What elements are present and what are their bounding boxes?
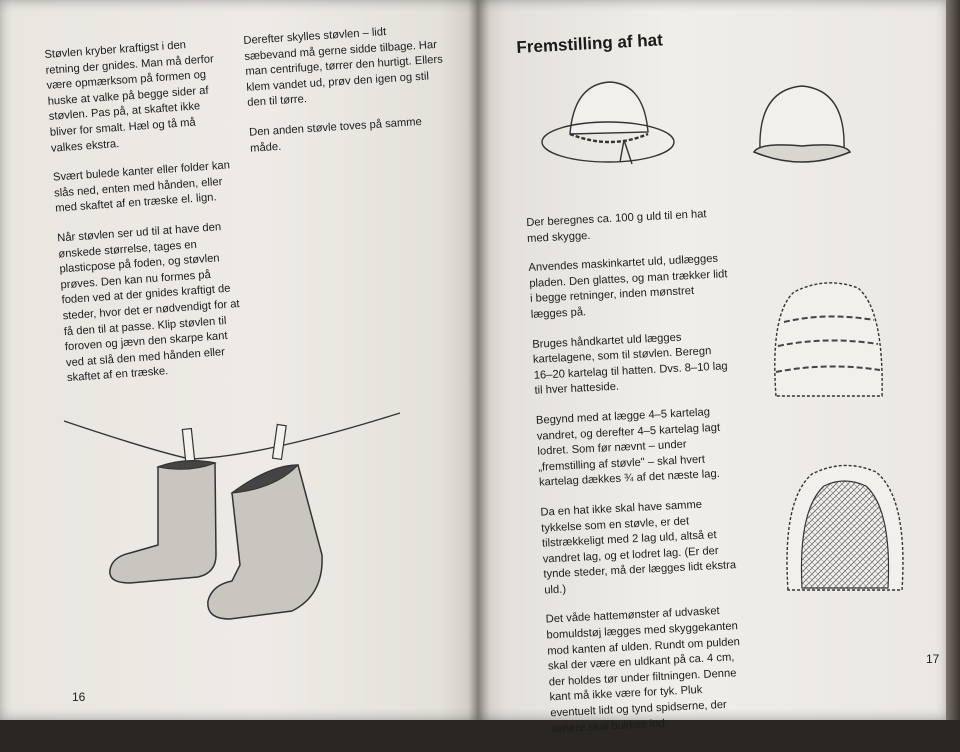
page-number-right: 17 [926,652,940,666]
right-column [526,206,752,751]
brimmed-hat-illustration [540,76,680,180]
page-number-left: 16 [72,690,86,704]
page-edge [946,0,960,720]
paragraph: Bruges håndkartet uld lægges kartelagene, som til støvlen. Beregn 16–20 kartelag til hatten. Dvs. 8–10 lag til hver hatteside. [531,331,728,398]
page-title: Fremstilling af hat [516,30,664,57]
layered-wool-illustration [766,274,892,404]
left-column-1 [44,36,246,401]
hat-pattern-on-wool-illustration [782,460,908,596]
paragraph: Der beregnes ca. 100 g uld til en hat med skygge. [526,208,707,245]
paragraph: Anvendes maskinkartet uld, udlægges pladen. Den glattes, og man trækker lidt i begge retninger, inden mønstret lægges på. [528,252,728,321]
paragraph: Det våde hattemønster af udvasket bomuldstøj lægges med skyggekanten mod kanten af ulden. Rundt om pulden skal der være en uldkant på ca. 4 cm, der holdes tør under filtningen. Denne kant må ikke være for tyk. Pluk eventuelt lidt og tynd spidserne, der senere skal bukkes ind. [545,605,741,736]
boots-on-clothesline-illustration [60,405,410,635]
paragraph: Derefter skylles støvlen – lidt sæbevand må gerne sidde tilbage. Har man centrifuge, tørrer den hurtigt. Ellers klem vandet ud, prøv den igen og stil den til tørre. [243,26,444,110]
cloche-hat-illustration [748,80,856,176]
book-spine [468,0,490,720]
paragraph: Støvlen kryber kraftigst i den retning der gnides. Man må derfor være opmærksom på formen og huske at valke på begge sider af støvlen. Pas på, at skaftet ikke bliver for smalt. Hæl og tå må valkes ekstra. [44,39,215,155]
paragraph: Svært bulede kanter eller folder kan slås ned, enten med hånden, eller med skaftet af en træske el. lign. [52,159,231,215]
paragraph: Da en hat ikke skal have samme tykkelse som en støvle, er det tilstrækkeligt med 2 lag uld, altså et vandret lag, og et lodret lag. (Er der tynde steder, må der lægges lidt ekstra uld.) [540,498,737,597]
paragraph: Når støvlen ser ud til at have den ønskede størrelse, tages en plasticpose på foden, og støvlen prøves. Den kan nu formes på foden ved at der gnides kraftigt de steder, hvor det er nødvendigt for at få den til at passe. Klip støvlen til foroven og jævn den skarpe kant ved at slå den med hånden eller skaftet af en træske. [56,221,240,385]
paragraph: Begynd med at lægge 4–5 kartelag vandret, og derefter 4–5 kartelag lagt lodret. Som før nævnt – under „fremstilling af støvle" – skal hvert kartelag dækkes ¾ af det næste lag. [535,406,721,489]
left-column-2 [243,22,449,171]
paragraph: Den anden støvle toves på samme måde. [248,115,423,155]
